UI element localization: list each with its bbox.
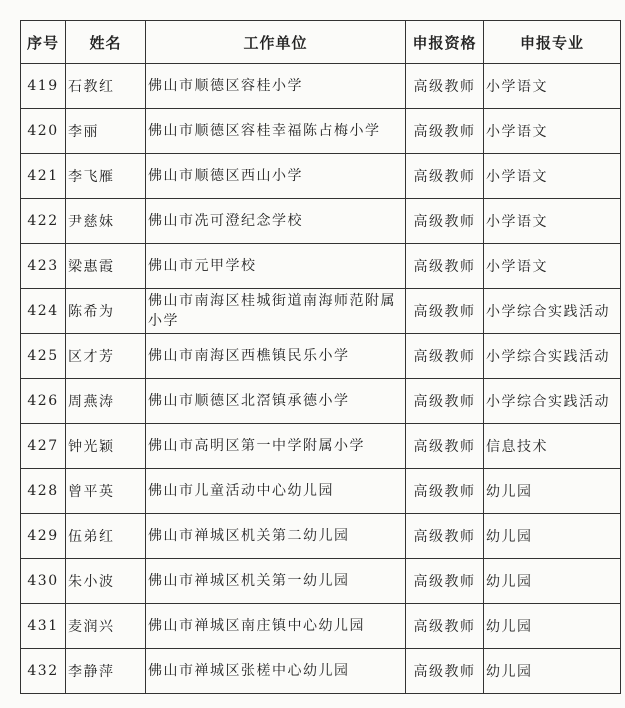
cell-major: 小学综合实践活动 [484,379,621,424]
cell-no: 429 [21,514,66,559]
header-unit: 工作单位 [146,21,406,64]
cell-major: 幼儿园 [484,469,621,514]
cell-unit: 佛山市顺德区西山小学 [146,154,406,199]
cell-major: 小学综合实践活动 [484,334,621,379]
table-row [21,559,621,604]
cell-name: 麦润兴 [66,604,146,649]
cell-qualification: 高级教师 [406,514,484,559]
cell-qualification: 高级教师 [406,649,484,694]
cell-unit: 佛山市禅城区南庄镇中心幼儿园 [146,604,406,649]
cell-name: 朱小波 [66,559,146,604]
table-row [21,424,621,469]
table-row [21,244,621,289]
cell-qualification: 高级教师 [406,199,484,244]
cell-name: 曾平英 [66,469,146,514]
cell-no: 432 [21,649,66,694]
cell-name: 伍弟红 [66,514,146,559]
table-row [21,109,621,154]
cell-no: 425 [21,334,66,379]
table-row [21,649,621,694]
cell-qualification: 高级教师 [406,424,484,469]
table-row [21,469,621,514]
cell-name: 区才芳 [66,334,146,379]
cell-no: 424 [21,289,66,334]
header-name: 姓名 [66,21,146,64]
cell-name: 梁惠霞 [66,244,146,289]
table-row [21,604,621,649]
cell-name: 尹慈妹 [66,199,146,244]
cell-unit: 佛山市元甲学校 [146,244,406,289]
cell-major: 幼儿园 [484,514,621,559]
table-row [21,289,621,334]
cell-unit: 佛山市南海区桂城街道南海师范附属小学 [146,289,406,334]
cell-name: 李静萍 [66,649,146,694]
cell-no: 419 [21,64,66,109]
table-row [21,64,621,109]
cell-unit: 佛山市南海区西樵镇民乐小学 [146,334,406,379]
roster-table [20,20,621,694]
cell-qualification: 高级教师 [406,64,484,109]
header-major: 申报专业 [484,21,621,64]
cell-qualification: 高级教师 [406,469,484,514]
cell-major: 信息技术 [484,424,621,469]
cell-qualification: 高级教师 [406,559,484,604]
cell-no: 428 [21,469,66,514]
cell-qualification: 高级教师 [406,154,484,199]
cell-unit: 佛山市高明区第一中学附属小学 [146,424,406,469]
cell-unit: 佛山市顺德区北滘镇承德小学 [146,379,406,424]
cell-no: 421 [21,154,66,199]
table-row [21,334,621,379]
cell-unit: 佛山市顺德区容桂小学 [146,64,406,109]
cell-no: 422 [21,199,66,244]
cell-unit: 佛山市禅城区机关第二幼儿园 [146,514,406,559]
cell-major: 小学语文 [484,154,621,199]
cell-qualification: 高级教师 [406,109,484,154]
cell-unit: 佛山市儿童活动中心幼儿园 [146,469,406,514]
cell-major: 小学语文 [484,109,621,154]
header-no: 序号 [21,21,66,64]
header-qualification: 申报资格 [406,21,484,64]
cell-name: 石教红 [66,64,146,109]
table-row [21,514,621,559]
header-row [21,21,621,64]
cell-unit: 佛山市禅城区张槎中心幼儿园 [146,649,406,694]
cell-unit: 佛山市顺德区容桂幸福陈占梅小学 [146,109,406,154]
cell-name: 陈希为 [66,289,146,334]
table-row [21,379,621,424]
cell-no: 423 [21,244,66,289]
cell-qualification: 高级教师 [406,289,484,334]
cell-name: 钟光颖 [66,424,146,469]
cell-major: 幼儿园 [484,649,621,694]
cell-qualification: 高级教师 [406,379,484,424]
cell-major: 幼儿园 [484,559,621,604]
cell-no: 420 [21,109,66,154]
cell-unit: 佛山市冼可澄纪念学校 [146,199,406,244]
cell-no: 427 [21,424,66,469]
cell-qualification: 高级教师 [406,334,484,379]
cell-no: 430 [21,559,66,604]
table-row [21,199,621,244]
cell-no: 431 [21,604,66,649]
cell-major: 小学语文 [484,244,621,289]
cell-name: 李丽 [66,109,146,154]
cell-major: 小学综合实践活动 [484,289,621,334]
cell-name: 李飞雁 [66,154,146,199]
table-row [21,154,621,199]
cell-name: 周燕涛 [66,379,146,424]
cell-major: 小学语文 [484,64,621,109]
cell-qualification: 高级教师 [406,604,484,649]
cell-unit: 佛山市禅城区机关第一幼儿园 [146,559,406,604]
cell-major: 幼儿园 [484,604,621,649]
cell-qualification: 高级教师 [406,244,484,289]
cell-no: 426 [21,379,66,424]
cell-major: 小学语文 [484,199,621,244]
